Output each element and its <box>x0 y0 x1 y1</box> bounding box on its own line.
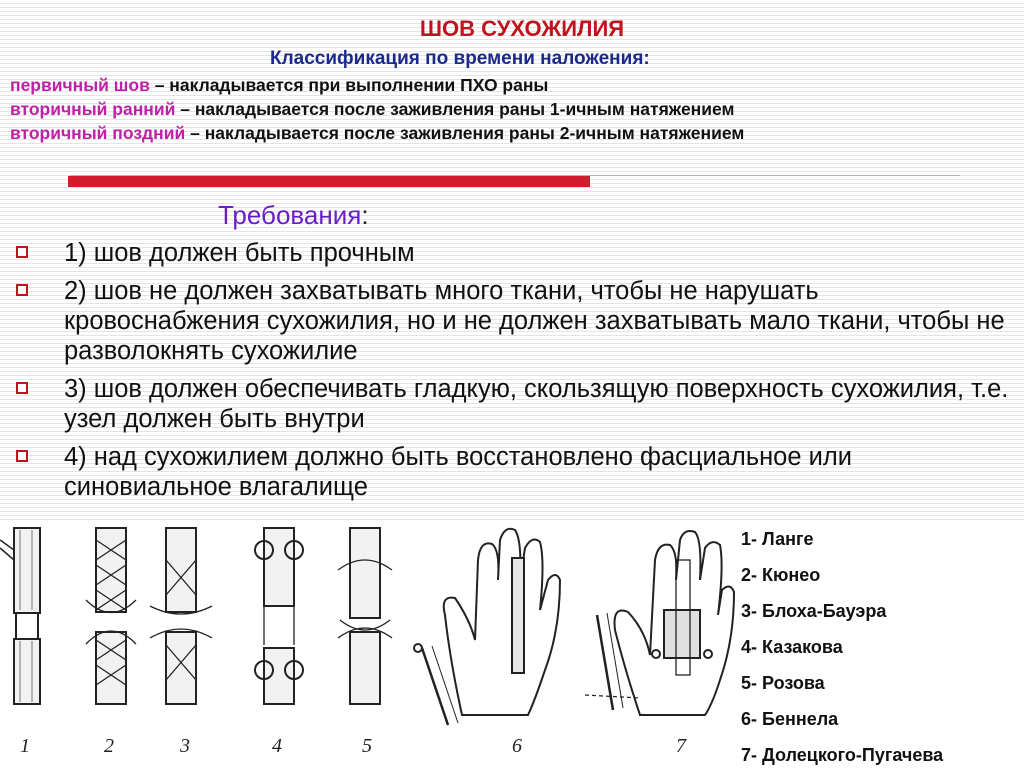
suture-diagram-bunnell <box>414 529 560 725</box>
classification-subtitle: Классификация по времени наложения: <box>270 48 650 69</box>
classification-term: первичный шов <box>10 75 150 95</box>
legend-item: 3- Блоха-Бауэра <box>741 601 887 621</box>
suture-diagram-lange <box>0 528 40 704</box>
requirements-list <box>14 238 1014 510</box>
classification-text: – накладывается при выполнении ПХО раны <box>149 75 549 95</box>
suture-diagram-cuneo <box>86 528 136 704</box>
requirement-item <box>14 374 1014 434</box>
figure-number: 3 <box>180 735 190 757</box>
suture-legend <box>741 528 943 780</box>
classification-secondary-early <box>10 99 734 120</box>
classification-term: вторичный поздний <box>10 123 186 143</box>
classification-text: – накладывается после заживления раны 1-ичным натяжением <box>175 99 735 119</box>
figure-number: 5 <box>362 735 372 757</box>
requirement-text: 4) над сухожилием должно быть восстановлено фасциальное или синовиальное влагалище <box>64 443 852 501</box>
square-bullet-icon <box>16 284 28 296</box>
square-bullet-icon <box>16 382 28 394</box>
suture-diagram-rozov <box>338 528 392 704</box>
figure-number: 1 <box>20 735 30 757</box>
requirements-heading-colon: : <box>361 200 369 230</box>
legend-item: 2- Кюнео <box>741 565 821 585</box>
requirement-text: 3) шов должен обеспечивать гладкую, скользящую поверхность сухожилия, т.е. узел должен быть внутри <box>64 375 1009 433</box>
legend-item: 1- Ланге <box>741 529 814 549</box>
requirement-text: 2) шов не должен захватывать много ткани, чтобы не нарушать кровоснабжения сухожилия, но и не должен захватывать мало ткани, чтобы не разволокнять сухожилие <box>64 277 1005 365</box>
legend-item: 6- Беннела <box>741 709 839 729</box>
legend-item: 7- Долецкого-Пугачева <box>741 745 944 765</box>
figure-number: 7 <box>676 735 686 757</box>
tendon-suture-illustrations <box>0 520 735 768</box>
requirement-item <box>14 442 1014 502</box>
figure-number: 4 <box>272 735 282 757</box>
suture-diagram-doletsky-pugachev <box>585 531 734 715</box>
figure-number: 2 <box>104 735 114 757</box>
suture-diagram-kazakov <box>255 528 303 704</box>
figure-number: 6 <box>512 735 522 757</box>
legend-item: 4- Казакова <box>741 637 843 657</box>
requirement-item <box>14 276 1014 366</box>
classification-text: – накладывается после заживления раны 2-ичным натяжением <box>185 123 745 143</box>
divider-bar <box>68 176 590 187</box>
requirement-item <box>14 238 1014 268</box>
square-bullet-icon <box>16 450 28 462</box>
classification-primary <box>10 75 548 96</box>
square-bullet-icon <box>16 246 28 258</box>
classification-term: вторичный ранний <box>10 99 176 119</box>
requirements-heading-text: Требования <box>218 200 362 230</box>
requirement-text: 1) шов должен быть прочным <box>64 239 415 267</box>
requirements-heading <box>218 200 369 231</box>
legend-item: 5- Розова <box>741 673 825 693</box>
slide-title: ШОВ СУХОЖИЛИЯ <box>419 16 625 41</box>
suture-diagram-bloch-bauer <box>150 528 212 704</box>
classification-secondary-late <box>10 123 744 144</box>
